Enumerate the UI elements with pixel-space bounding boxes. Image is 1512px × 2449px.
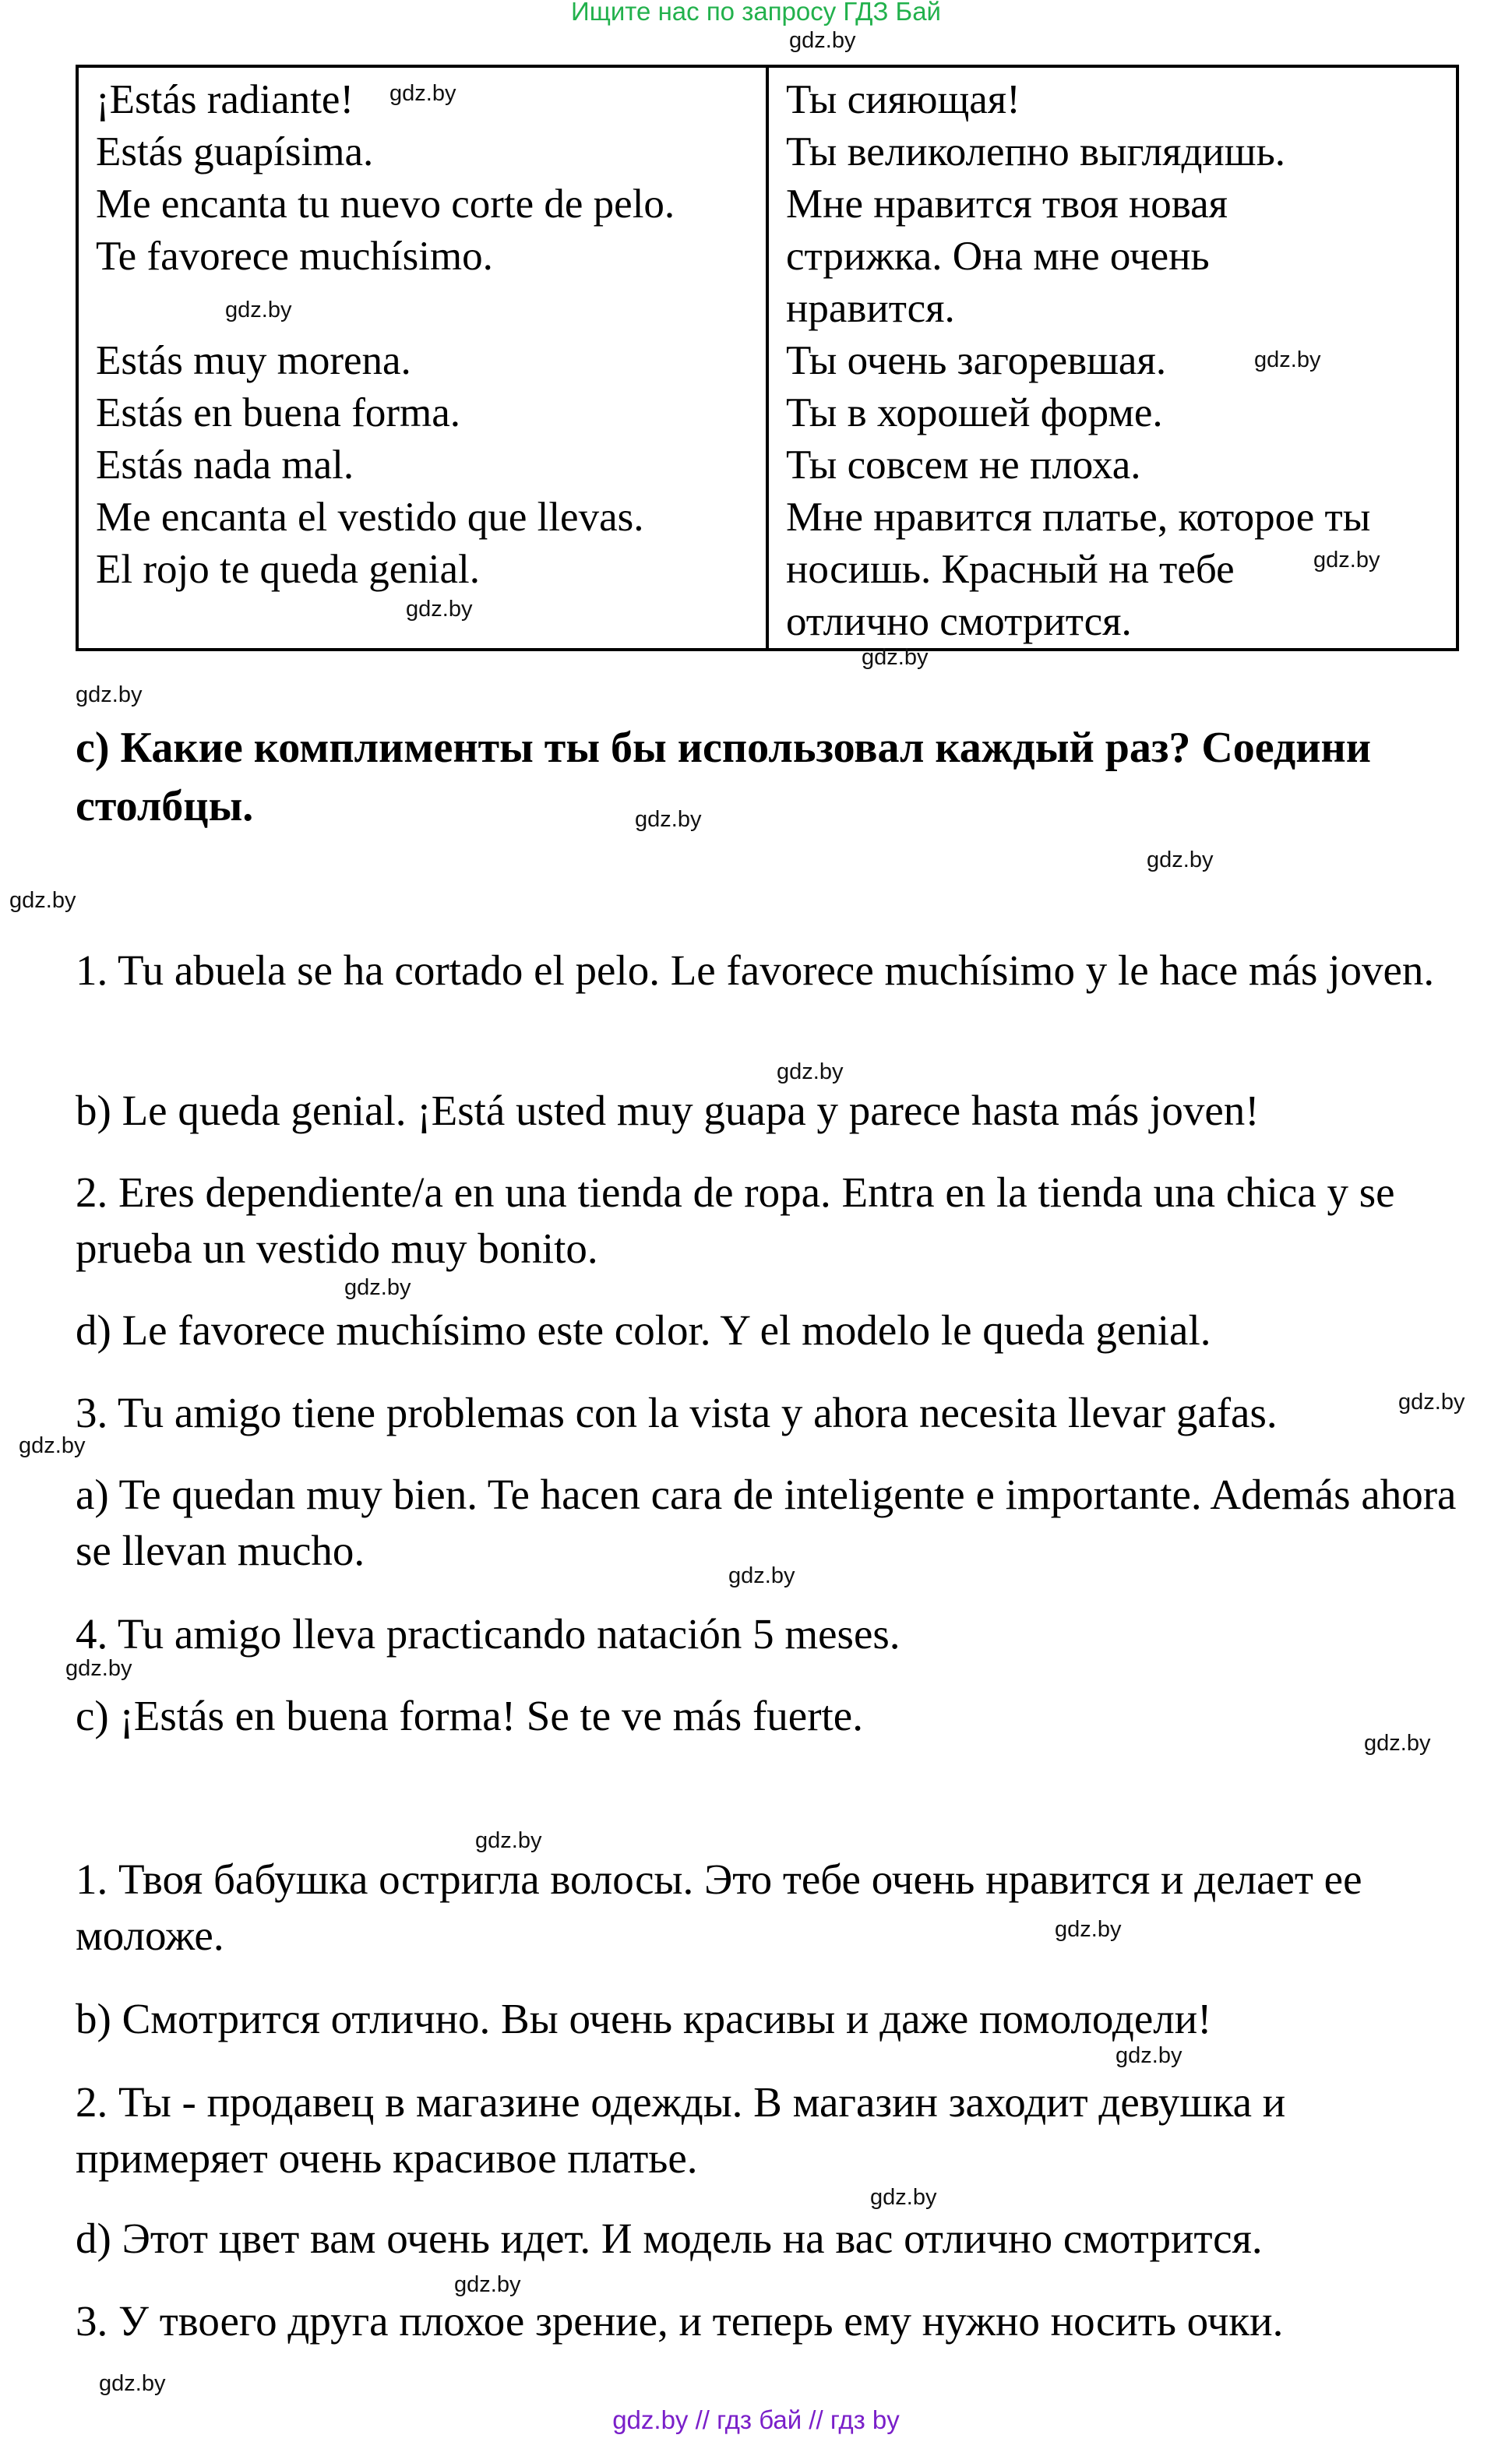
watermark-text: gdz.by: [870, 2185, 937, 2210]
watermark-text: gdz.by: [19, 1433, 86, 1458]
header-banner[interactable]: Ищите нас по запросу ГДЗ Бай: [571, 0, 941, 26]
ru-situation-2: 2. Ты - продавец в магазине одежды. В магазин заходит девушка и примеряет очень красивое платье.: [76, 2078, 1286, 2182]
watermark-text: gdz.by: [389, 81, 456, 106]
ru-answer-1: b) Смотрится отлично. Вы очень красивы и даже помолодели!: [76, 1995, 1212, 2042]
watermark-text: gdz.by: [777, 1059, 844, 1084]
watermark-text: gdz.by: [99, 2371, 166, 2396]
watermark-text: gdz.by: [1313, 548, 1380, 573]
watermark-text: gdz.by: [1147, 847, 1214, 872]
watermark-text: gdz.by: [454, 2272, 521, 2297]
spanish-phrase: Estás nada mal.: [96, 442, 354, 488]
ru-situation-3: 3. У твоего друга плохое зрение, и теперь ему нужно носить очки.: [76, 2297, 1284, 2345]
es-answer-1: b) Le queda genial. ¡Está usted muy guapa y parece hasta más joven!: [76, 1087, 1260, 1134]
footer-links[interactable]: gdz.by // гдз бай // гдз by: [612, 2405, 900, 2434]
spanish-column: [77, 66, 767, 650]
watermark-text: gdz.by: [406, 597, 473, 622]
spanish-phrase: Me encanta tu nuevo corte de pelo.: [96, 181, 675, 227]
spanish-phrase: Me encanta el vestido que llevas.: [96, 495, 644, 540]
spanish-phrase: Estás en buena forma.: [96, 390, 460, 435]
spanish-phrase: Te favorece muchísimo.: [96, 234, 493, 279]
russian-phrase: Ты сияющая!: [786, 77, 1020, 122]
russian-phrase: Мне нравится твоя новая: [786, 181, 1228, 227]
es-situation-2: 2. Eres dependiente/a en una tienda de ropa. Entra en la tienda una chica y se prueba un vestido muy bonito.: [76, 1168, 1395, 1272]
watermark-text: gdz.by: [1055, 1917, 1122, 1942]
watermark-text: gdz.by: [344, 1275, 411, 1300]
russian-phrase: стрижка. Она мне очень: [786, 234, 1210, 279]
russian-phrase: отлично смотрится.: [786, 599, 1132, 644]
es-situation-4: 4. Tu amigo lleva practicando natación 5 meses.: [76, 1610, 901, 1658]
es-situation-1: 1. Tu abuela se ha cortado el pelo. Le favorece muchísimo y le hace más joven.: [76, 946, 1435, 994]
watermark-text: gdz.by: [65, 1656, 132, 1681]
spanish-phrase-blank: [96, 283, 750, 335]
russian-phrase: Ты в хорошей форме.: [786, 390, 1163, 435]
watermark-text: gdz.by: [9, 888, 76, 913]
russian-phrase: нравится.: [786, 286, 955, 331]
es-answer-4: c) ¡Estás en buena forma! Se te ve más fuerte.: [76, 1692, 863, 1739]
watermark-text: gdz.by: [1364, 1731, 1431, 1756]
es-answer-2: d) Le favorece muchísimo este color. Y el modelo le queda genial.: [76, 1306, 1211, 1354]
ru-situation-1: 1. Твоя бабушка остригла волосы. Это тебе очень нравится и делает ее моложе.: [76, 1855, 1362, 1959]
watermark-text: gdz.by: [1254, 347, 1321, 372]
russian-phrase: Ты великолепно выглядишь.: [786, 129, 1286, 174]
watermark-text: gdz.by: [475, 1828, 542, 1853]
watermark-text: gdz.by: [76, 682, 143, 707]
russian-phrase: Ты очень загоревшая.: [786, 338, 1167, 383]
russian-phrase: Мне нравится платье, которое ты: [786, 495, 1371, 540]
watermark-text: gdz.by: [862, 645, 929, 670]
russian-phrase: носишь. Красный на тебе: [786, 547, 1235, 592]
watermark-text: gdz.by: [635, 807, 702, 832]
watermark-text: gdz.by: [728, 1563, 795, 1588]
ru-answer-2: d) Этот цвет вам очень идет. И модель на вас отлично смотрится.: [76, 2215, 1263, 2262]
russian-phrase: Ты совсем не плоха.: [786, 442, 1141, 488]
es-situation-3: 3. Tu amigo tiene problemas con la vista y ahora necesita llevar gafas.: [76, 1389, 1278, 1436]
watermark-text: gdz.by: [1398, 1390, 1465, 1415]
watermark-text: gdz.by: [1115, 2043, 1182, 2068]
phrases-table: [76, 65, 1459, 651]
spanish-phrase: Estás muy morena.: [96, 338, 411, 383]
watermark-text: gdz.by: [225, 298, 292, 322]
task-c-heading: c) Какие комплименты ты бы использовал каждый раз? Соедини столбцы.: [76, 724, 1372, 830]
spanish-phrase: El rojo te queda genial.: [96, 547, 481, 592]
spanish-phrase: Estás guapísima.: [96, 129, 374, 174]
spanish-phrase: ¡Estás radiante!: [96, 77, 354, 122]
es-answer-3: a) Te quedan muy bien. Te hacen cara de inteligente e importante. Además ahora se llevan mucho.: [76, 1471, 1457, 1574]
watermark-text: gdz.by: [789, 28, 856, 53]
